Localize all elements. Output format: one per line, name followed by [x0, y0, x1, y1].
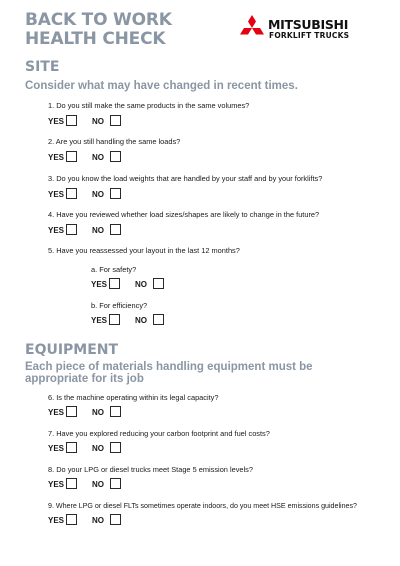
answer-row-4: [48, 224, 138, 238]
three-diamonds-icon: [238, 15, 266, 40]
no-label: NO: [92, 190, 104, 199]
answer-row-3: [48, 188, 138, 202]
yes-checkbox[interactable]: [66, 478, 77, 489]
question-6: 6. Is the machine operating within its legal capacity?: [48, 393, 219, 402]
no-label: NO: [92, 480, 104, 489]
yes-checkbox[interactable]: [66, 406, 77, 417]
no-checkbox[interactable]: [110, 478, 121, 489]
equipment-section-subtitle: Each piece of materials handling equipment must be appropriate for its job: [25, 361, 313, 385]
no-label: NO: [135, 280, 147, 289]
yes-label: YES: [91, 316, 108, 325]
question-9: 9. Where LPG or diesel FLTs sometimes operate indoors, do you meet HSE emissions guidelines?: [48, 502, 357, 510]
answer-row-7: [48, 442, 138, 456]
yes-label: YES: [48, 516, 65, 525]
no-checkbox[interactable]: [153, 278, 164, 289]
question-4: 4. Have you reviewed whether load sizes/shapes are likely to change in the future?: [48, 210, 320, 219]
equipment-section-title: EQUIPMENT: [25, 342, 119, 358]
yes-checkbox[interactable]: [66, 514, 77, 525]
yes-checkbox[interactable]: [66, 115, 77, 126]
question-7: 7. Have you explored reducing your carbon footprint and fuel costs?: [48, 429, 270, 438]
site-section-subtitle: Consider what may have changed in recent times.: [25, 80, 298, 92]
page-title-line-1: BACK TO WORK: [25, 10, 172, 30]
no-label: NO: [92, 408, 104, 417]
page-title-line-2: HEALTH CHECK: [25, 29, 166, 49]
answer-row-2: [48, 151, 138, 165]
answer-row-1: [48, 115, 138, 129]
no-label: NO: [135, 316, 147, 325]
no-label: NO: [92, 117, 104, 126]
yes-checkbox[interactable]: [66, 151, 77, 162]
question-5a: a. For safety?: [91, 265, 137, 274]
no-label: NO: [92, 226, 104, 235]
yes-label: YES: [48, 226, 65, 235]
no-checkbox[interactable]: [110, 115, 121, 126]
logo-name: MITSUBISHI: [268, 17, 349, 32]
answer-row-8: [48, 478, 138, 492]
yes-checkbox[interactable]: [109, 314, 120, 325]
no-label: NO: [92, 444, 104, 453]
no-checkbox[interactable]: [110, 151, 121, 162]
no-checkbox[interactable]: [110, 514, 121, 525]
question-2: 2. Are you still handling the same loads?: [48, 137, 181, 146]
yes-label: YES: [48, 117, 65, 126]
site-section-title: SITE: [25, 59, 60, 75]
answer-row-5a: [91, 278, 181, 292]
no-label: NO: [92, 153, 104, 162]
no-checkbox[interactable]: [110, 442, 121, 453]
yes-label: YES: [91, 280, 108, 289]
page-title: [25, 11, 225, 49]
yes-label: YES: [48, 190, 65, 199]
yes-checkbox[interactable]: [66, 188, 77, 199]
answer-row-5b: [91, 314, 181, 328]
no-checkbox[interactable]: [110, 406, 121, 417]
yes-label: YES: [48, 480, 65, 489]
yes-label: YES: [48, 153, 65, 162]
yes-label: YES: [48, 444, 65, 453]
yes-label: YES: [48, 408, 65, 417]
question-1: 1. Do you still make the same products in the same volumes?: [48, 101, 250, 110]
mitsubishi-logo: [238, 13, 378, 43]
yes-checkbox[interactable]: [66, 442, 77, 453]
yes-checkbox[interactable]: [66, 224, 77, 235]
answer-row-6: [48, 406, 138, 420]
question-5: 5. Have you reassessed your layout in the last 12 months?: [48, 246, 240, 255]
no-checkbox[interactable]: [153, 314, 164, 325]
no-checkbox[interactable]: [110, 188, 121, 199]
question-8: 8. Do your LPG or diesel trucks meet Stage 5 emission levels?: [48, 465, 253, 474]
yes-checkbox[interactable]: [109, 278, 120, 289]
answer-row-9: [48, 514, 138, 528]
question-3: 3. Do you know the load weights that are handled by your staff and by your forklifts?: [48, 174, 323, 183]
logo-subtitle: FORKLIFT TRUCKS: [269, 31, 350, 40]
no-label: NO: [92, 516, 104, 525]
no-checkbox[interactable]: [110, 224, 121, 235]
question-5b: b. For efficiency?: [91, 301, 148, 310]
